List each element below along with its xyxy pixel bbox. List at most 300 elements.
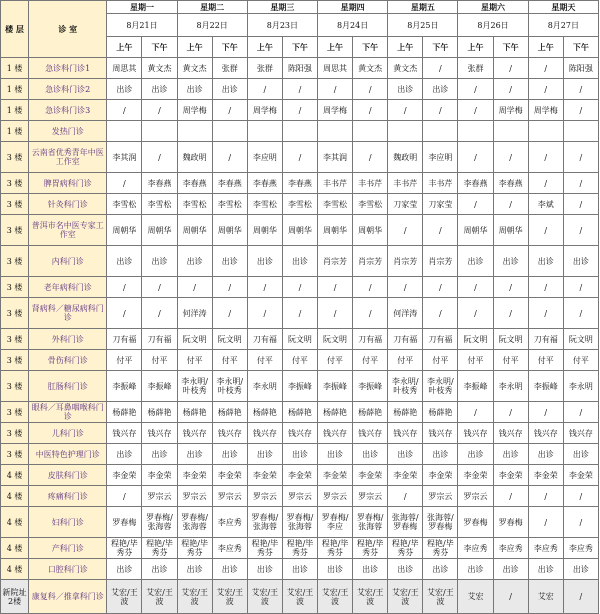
schedule-cell: 杨薛艳 [177, 402, 212, 423]
am-label: 上午 [528, 37, 563, 58]
am-label: 上午 [177, 37, 212, 58]
schedule-cell: 刀有福 [423, 329, 458, 350]
schedule-cell: 李金荣 [493, 465, 528, 486]
schedule-cell: / [493, 298, 528, 329]
floor-cell: 3 楼 [1, 402, 29, 423]
schedule-cell: / [563, 298, 598, 329]
schedule-cell: 李应秀 [458, 538, 493, 559]
schedule-cell: 周朝华 [177, 215, 212, 246]
floor-cell: 3 楼 [1, 215, 29, 246]
schedule-cell: 李永明/叶枝秀 [423, 371, 458, 402]
floor-header: 楼 层 [1, 1, 29, 58]
clinic-name: 皮肤科门诊 [29, 465, 107, 486]
schedule-cell: / [563, 142, 598, 173]
schedule-cell: 出诊 [528, 444, 563, 465]
schedule-cell: / [493, 277, 528, 298]
table-row [1, 507, 599, 538]
clinic-name: 急诊科门诊1 [29, 58, 107, 79]
table-row [1, 58, 599, 79]
table-row [1, 580, 599, 614]
table-row [1, 423, 599, 444]
schedule-cell: 丰书芹 [388, 173, 423, 194]
schedule-cell [528, 121, 563, 142]
schedule-cell: 艾宏/王波 [318, 580, 353, 614]
schedule-cell: 出诊 [177, 246, 212, 277]
schedule-cell: 李春燕 [247, 173, 282, 194]
schedule-cell: 罗春梅 [493, 507, 528, 538]
schedule-cell: 刀有福 [353, 329, 388, 350]
schedule-cell: 阮文明 [212, 329, 247, 350]
weekday-thu: 星期四 [318, 1, 388, 14]
schedule-cell: / [458, 194, 493, 215]
schedule-cell: / [423, 215, 458, 246]
schedule-cell: 阮文明 [458, 329, 493, 350]
schedule-cell: 出诊 [212, 246, 247, 277]
schedule-cell: 周朝华 [458, 215, 493, 246]
clinic-name: 老年病科门诊 [29, 277, 107, 298]
schedule-cell: 罗春梅/李应 [318, 507, 353, 538]
schedule-cell: 钱兴存 [388, 423, 423, 444]
schedule-cell: / [528, 486, 563, 507]
schedule-cell: 李雪松 [353, 194, 388, 215]
schedule-cell: 出诊 [458, 559, 493, 580]
pm-label: 下午 [212, 37, 247, 58]
schedule-cell: / [282, 100, 317, 121]
schedule-cell: 钱兴存 [353, 423, 388, 444]
schedule-cell: / [528, 507, 563, 538]
schedule-cell: 艾宏/王波 [388, 580, 423, 614]
table-row [1, 371, 599, 402]
schedule-cell: / [423, 100, 458, 121]
clinic-name: 普洱市名中医专家工作室 [29, 215, 107, 246]
schedule-cell: 钱兴存 [177, 423, 212, 444]
table-row [1, 100, 599, 121]
schedule-cell: 程艳/毕秀芬 [142, 538, 177, 559]
schedule-cell: 周学梅 [318, 100, 353, 121]
clinic-name: 内科门诊 [29, 246, 107, 277]
floor-cell: 1 楼 [1, 58, 29, 79]
schedule-cell: / [282, 79, 317, 100]
schedule-cell: / [528, 402, 563, 423]
schedule-cell: 李金荣 [247, 465, 282, 486]
schedule-cell: 李应秀 [563, 538, 598, 559]
schedule-cell: 出诊 [493, 559, 528, 580]
schedule-cell: / [353, 79, 388, 100]
schedule-cell: 周学梅 [528, 100, 563, 121]
schedule-cell: 罗春梅 [458, 507, 493, 538]
schedule-cell: 黄文杰 [177, 58, 212, 79]
date-mon: 8月21日 [107, 14, 177, 37]
schedule-cell: 付平 [247, 350, 282, 371]
schedule-cell: 罗宗云 [212, 486, 247, 507]
pm-label: 下午 [282, 37, 317, 58]
schedule-cell: / [528, 298, 563, 329]
schedule-cell: 出诊 [423, 79, 458, 100]
am-label: 上午 [388, 37, 423, 58]
clinic-name: 急诊科门诊3 [29, 100, 107, 121]
date-thu: 8月24日 [318, 14, 388, 37]
pm-label: 下午 [563, 37, 598, 58]
schedule-cell: 张海蓉/罗春梅 [388, 507, 423, 538]
schedule-cell: / [318, 277, 353, 298]
schedule-cell [318, 121, 353, 142]
schedule-cell: 周思其 [318, 58, 353, 79]
schedule-cell [423, 121, 458, 142]
schedule-cell: 出诊 [282, 559, 317, 580]
schedule-cell: 陈阳强 [563, 58, 598, 79]
schedule-cell: 出诊 [107, 246, 142, 277]
schedule-cell: 李雪松 [177, 194, 212, 215]
clinic-name: 肛肠科门诊 [29, 371, 107, 402]
schedule-cell: 程艳/毕秀芬 [318, 538, 353, 559]
schedule-cell: 罗宗云 [247, 486, 282, 507]
table-row [1, 298, 599, 329]
schedule-cell: 出诊 [318, 444, 353, 465]
floor-cell: 3 楼 [1, 173, 29, 194]
schedule-cell: / [388, 277, 423, 298]
schedule-cell: 付平 [318, 350, 353, 371]
schedule-cell: 丰书芹 [353, 173, 388, 194]
table-row [1, 538, 599, 559]
schedule-cell: / [142, 298, 177, 329]
schedule-cell: 肖宗芳 [388, 246, 423, 277]
weekday-tue: 星期二 [177, 1, 247, 14]
schedule-cell: 李金荣 [353, 465, 388, 486]
schedule-cell: / [282, 142, 317, 173]
schedule-cell: 阮文明 [563, 329, 598, 350]
schedule-cell: 李其润 [318, 142, 353, 173]
schedule-cell: 出诊 [107, 559, 142, 580]
schedule-cell: 出诊 [282, 246, 317, 277]
schedule-cell: 程艳/毕秀芬 [353, 538, 388, 559]
schedule-cell: 付平 [177, 350, 212, 371]
schedule-cell: 李雪松 [107, 194, 142, 215]
table-row [1, 350, 599, 371]
clinic-name: 儿科门诊 [29, 423, 107, 444]
schedule-cell: / [528, 79, 563, 100]
schedule-cell: 李金荣 [142, 465, 177, 486]
schedule-cell: 李永明/叶枝秀 [388, 371, 423, 402]
schedule-cell: 陈阳强 [282, 58, 317, 79]
schedule-cell: 出诊 [107, 444, 142, 465]
schedule-cell: 出诊 [142, 246, 177, 277]
schedule-cell: 李春燕 [282, 173, 317, 194]
weekday-fri: 星期五 [388, 1, 458, 14]
schedule-cell: 出诊 [318, 559, 353, 580]
schedule-cell: 罗春梅/张海蓉 [247, 507, 282, 538]
schedule-cell: / [458, 277, 493, 298]
schedule-cell: / [177, 277, 212, 298]
schedule-cell: 出诊 [142, 79, 177, 100]
floor-cell: 4 楼 [1, 538, 29, 559]
schedule-cell: / [353, 298, 388, 329]
schedule-cell: / [563, 194, 598, 215]
schedule-cell: 周朝华 [142, 215, 177, 246]
schedule-cell: 李金荣 [423, 465, 458, 486]
schedule-cell: 罗宗云 [282, 486, 317, 507]
schedule-cell: 艾宏/王波 [212, 580, 247, 614]
schedule-cell: 周思其 [107, 58, 142, 79]
schedule-cell: 李斌 [528, 194, 563, 215]
schedule-cell: / [212, 142, 247, 173]
schedule-cell: / [563, 79, 598, 100]
schedule-cell: 李春燕 [142, 173, 177, 194]
weekday-sun: 星期天 [528, 1, 598, 14]
schedule-cell: 杨薛艳 [388, 402, 423, 423]
schedule-cell: 罗春梅 [107, 507, 142, 538]
schedule-cell [177, 121, 212, 142]
date-wed: 8月23日 [247, 14, 317, 37]
floor-cell: 3 楼 [1, 142, 29, 173]
schedule-cell: 李应秀 [528, 538, 563, 559]
schedule-cell: / [318, 298, 353, 329]
floor-cell: 1 楼 [1, 121, 29, 142]
schedule-cell: / [458, 402, 493, 423]
schedule-cell [142, 121, 177, 142]
clinic-name: 妇科门诊 [29, 507, 107, 538]
schedule-cell: 刀有福 [247, 329, 282, 350]
schedule-cell: / [212, 277, 247, 298]
schedule-cell: 艾宏/王波 [282, 580, 317, 614]
schedule-cell: / [458, 142, 493, 173]
schedule-cell: / [458, 79, 493, 100]
clinic-name: 针灸科门诊 [29, 194, 107, 215]
schedule-cell: / [563, 580, 598, 614]
schedule-cell: / [247, 277, 282, 298]
schedule-cell: 李金荣 [107, 465, 142, 486]
floor-cell: 4 楼 [1, 465, 29, 486]
schedule-cell: 出诊 [458, 444, 493, 465]
schedule-cell: / [142, 277, 177, 298]
floor-cell: 3 楼 [1, 194, 29, 215]
schedule-cell: 李振峰 [318, 371, 353, 402]
schedule-cell: 杨薛艳 [247, 402, 282, 423]
schedule-cell: / [528, 58, 563, 79]
schedule-cell: / [282, 277, 317, 298]
schedule-cell: 出诊 [423, 559, 458, 580]
schedule-cell: / [563, 215, 598, 246]
schedule-cell: 钱兴存 [318, 423, 353, 444]
schedule-cell: 李永明/叶枝秀 [212, 371, 247, 402]
table-row [1, 486, 599, 507]
schedule-cell: 李振峰 [107, 371, 142, 402]
schedule-cell: / [423, 58, 458, 79]
schedule-cell: / [458, 100, 493, 121]
schedule-cell: 出诊 [212, 79, 247, 100]
schedule-cell: 李金荣 [177, 465, 212, 486]
schedule-cell: / [493, 58, 528, 79]
pm-label: 下午 [493, 37, 528, 58]
table-row [1, 173, 599, 194]
floor-cell: 3 楼 [1, 444, 29, 465]
schedule-cell: 罗宗云 [353, 486, 388, 507]
schedule-cell: 出诊 [177, 559, 212, 580]
schedule-cell: 杨薛艳 [107, 402, 142, 423]
schedule-cell: 周朝华 [353, 215, 388, 246]
schedule-cell: 付平 [142, 350, 177, 371]
schedule-cell: 罗春梅/张海蓉 [142, 507, 177, 538]
schedule-cell: 李金荣 [388, 465, 423, 486]
schedule-cell: 李雪松 [318, 194, 353, 215]
schedule-cell: 艾宏/王波 [423, 580, 458, 614]
schedule-cell: 阮文明 [318, 329, 353, 350]
schedule-cell: 黄文杰 [142, 58, 177, 79]
floor-cell: 4 楼 [1, 559, 29, 580]
table-row [1, 142, 599, 173]
schedule-cell: 李春燕 [212, 173, 247, 194]
date-sat: 8月26日 [458, 14, 528, 37]
schedule-cell: 钱兴存 [282, 423, 317, 444]
schedule-cell: 出诊 [177, 79, 212, 100]
schedule-cell: 罗春梅/张海蓉 [282, 507, 317, 538]
schedule-cell: / [107, 298, 142, 329]
schedule-cell: 出诊 [142, 444, 177, 465]
schedule-cell: 艾宏/王波 [247, 580, 282, 614]
schedule-cell: 罗宗云 [177, 486, 212, 507]
schedule-cell: 付平 [282, 350, 317, 371]
schedule-cell: 程艳/毕秀芬 [107, 538, 142, 559]
schedule-cell: 黄文杰 [353, 58, 388, 79]
schedule-cell: 艾宏 [458, 580, 493, 614]
am-label: 上午 [318, 37, 353, 58]
schedule-cell [458, 121, 493, 142]
schedule-cell: / [212, 298, 247, 329]
table-row [1, 121, 599, 142]
weekday-wed: 星期三 [247, 1, 317, 14]
schedule-cell: 艾宏/王波 [353, 580, 388, 614]
schedule-cell: 李应秀 [212, 538, 247, 559]
schedule-cell: 出诊 [458, 246, 493, 277]
schedule-cell: 钱兴存 [528, 423, 563, 444]
schedule-cell: 出诊 [212, 444, 247, 465]
schedule-cell: 刀家莹 [388, 194, 423, 215]
schedule-cell: 钱兴存 [107, 423, 142, 444]
schedule-cell: 付平 [528, 350, 563, 371]
schedule-cell: 出诊 [212, 559, 247, 580]
schedule-cell: 周学梅 [493, 100, 528, 121]
schedule-cell: 刀有福 [107, 329, 142, 350]
schedule-cell: 艾宏/王波 [142, 580, 177, 614]
schedule-cell: / [563, 486, 598, 507]
schedule-cell: 李应秀 [212, 507, 247, 538]
table-row [1, 465, 599, 486]
clinic-name: 骨伤科门诊 [29, 350, 107, 371]
schedule-cell: 杨薛艳 [142, 402, 177, 423]
schedule-cell: 刀有福 [388, 329, 423, 350]
schedule-cell: 罗宗云 [142, 486, 177, 507]
schedule-cell: 付平 [458, 350, 493, 371]
schedule-cell: / [107, 486, 142, 507]
schedule-cell: 出诊 [423, 444, 458, 465]
schedule-cell [353, 121, 388, 142]
schedule-cell: 李应秀 [493, 538, 528, 559]
schedule-cell: 李春燕 [458, 173, 493, 194]
clinic-header: 诊 室 [29, 1, 107, 58]
table-row [1, 444, 599, 465]
schedule-cell: 出诊 [388, 559, 423, 580]
pm-label: 下午 [423, 37, 458, 58]
schedule-cell [212, 121, 247, 142]
schedule-cell [563, 121, 598, 142]
schedule-cell: 李永明 [563, 371, 598, 402]
pm-label: 下午 [142, 37, 177, 58]
schedule-cell: / [353, 142, 388, 173]
schedule-cell: 李雪松 [212, 194, 247, 215]
schedule-cell: 周朝华 [493, 215, 528, 246]
schedule-cell: 李永明 [247, 371, 282, 402]
schedule-cell: 付平 [388, 350, 423, 371]
schedule-cell: 肖宗芳 [318, 246, 353, 277]
schedule-cell: / [423, 277, 458, 298]
clinic-name: 产科门诊 [29, 538, 107, 559]
schedule-cell: 钱兴存 [423, 423, 458, 444]
schedule-cell: / [318, 79, 353, 100]
table-row [1, 329, 599, 350]
clinic-name: 中医特色护理门诊 [29, 444, 107, 465]
schedule-cell: 李永明 [493, 371, 528, 402]
schedule-cell: 出诊 [247, 444, 282, 465]
date-fri: 8月25日 [388, 14, 458, 37]
clinic-name: 口腔科门诊 [29, 559, 107, 580]
schedule-cell: 肖宗芳 [423, 246, 458, 277]
schedule-cell: / [493, 580, 528, 614]
clinic-name: 急诊科门诊2 [29, 79, 107, 100]
schedule-cell: / [353, 100, 388, 121]
schedule-cell: 魏政明 [177, 142, 212, 173]
schedule-cell: 周朝华 [282, 215, 317, 246]
floor-cell: 4 楼 [1, 486, 29, 507]
schedule-cell: 张群 [247, 58, 282, 79]
schedule-cell: / [282, 298, 317, 329]
am-label: 上午 [247, 37, 282, 58]
schedule-cell: 李金荣 [563, 465, 598, 486]
schedule-cell [282, 121, 317, 142]
schedule-cell: 阮文明 [493, 329, 528, 350]
schedule-cell: 付平 [353, 350, 388, 371]
table-row [1, 402, 599, 423]
floor-cell: 3 楼 [1, 298, 29, 329]
clinic-name: 外科门诊 [29, 329, 107, 350]
clinic-name: 脾胃病科门诊 [29, 173, 107, 194]
schedule-cell: / [528, 277, 563, 298]
schedule-cell: 李应明 [247, 142, 282, 173]
am-label: 上午 [107, 37, 142, 58]
schedule-cell: / [563, 277, 598, 298]
schedule-cell: / [107, 173, 142, 194]
schedule-cell: 出诊 [563, 559, 598, 580]
schedule-cell: 周朝华 [107, 215, 142, 246]
floor-cell: 3 楼 [1, 350, 29, 371]
schedule-cell: 周朝华 [247, 215, 282, 246]
schedule-cell: / [247, 79, 282, 100]
schedule-cell: 程艳/毕秀芬 [282, 538, 317, 559]
schedule-cell: 出诊 [247, 246, 282, 277]
schedule-cell: 李振峰 [458, 371, 493, 402]
schedule-cell: 付平 [107, 350, 142, 371]
schedule-cell: / [528, 142, 563, 173]
floor-cell: 3 楼 [1, 329, 29, 350]
schedule-cell: 出诊 [353, 444, 388, 465]
schedule-cell: / [493, 402, 528, 423]
schedule-cell: 出诊 [493, 444, 528, 465]
schedule-cell: 李金荣 [282, 465, 317, 486]
schedule-cell: 付平 [493, 350, 528, 371]
schedule-cell: 李振峰 [282, 371, 317, 402]
schedule-cell: / [563, 173, 598, 194]
schedule-cell: 罗春梅/张海蓉 [353, 507, 388, 538]
floor-cell: 新院址2楼 [1, 580, 29, 614]
schedule-cell: 出诊 [563, 246, 598, 277]
